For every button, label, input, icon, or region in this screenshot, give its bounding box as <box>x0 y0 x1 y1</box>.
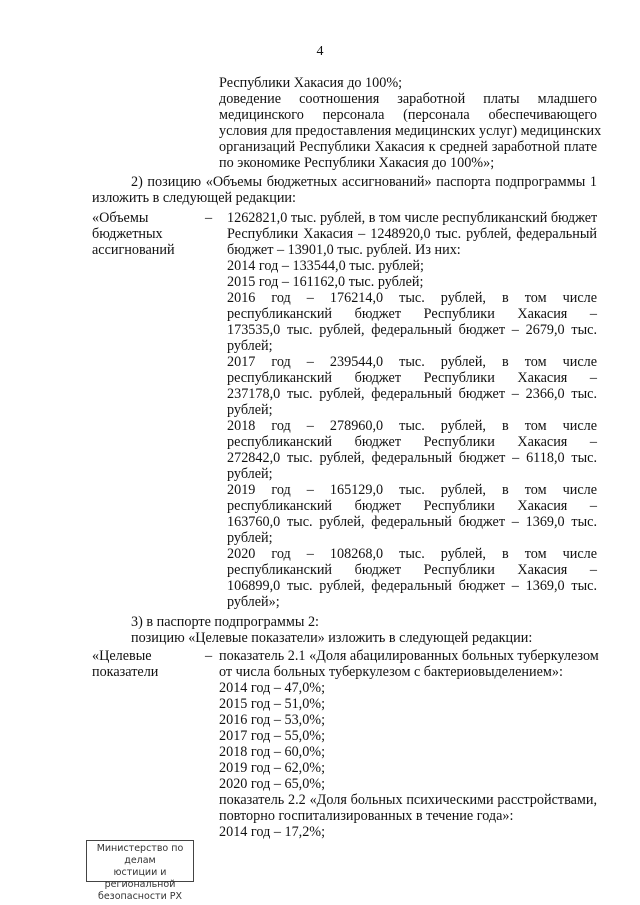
intro-line: организаций Республики Хакасия к средней заработной плате <box>219 139 597 155</box>
budget-line: 2014 год – 133544,0 тыс. рублей; <box>227 258 424 274</box>
budget-line: 106899,0 тыс. рублей, федеральный бюджет – 1369,0 тыс. <box>227 578 597 594</box>
indicator-line: 2017 год – 55,0%; <box>219 728 326 744</box>
item2-line: 2) позицию «Объемы бюджетных ассигнований» паспорта подпрограммы 1 <box>131 174 597 190</box>
indicator-line: от числа больных туберкулезом с бактериовыделением»: <box>219 664 563 680</box>
indicator-line: 2016 год – 53,0%; <box>219 712 326 728</box>
indicator-line: повторно госпитализированных в течение года»: <box>219 808 514 824</box>
dash-separator: – <box>205 648 213 664</box>
stamp-line: Министерство по делам <box>96 843 184 866</box>
indicator-line: показатель 2.2 «Доля больных психическими расстройствами, <box>219 792 597 808</box>
page-number: 4 <box>316 44 324 59</box>
budget-line: республиканский бюджет Республики Хакасия – <box>227 306 597 322</box>
budget-line: республиканский бюджет Республики Хакасия – <box>227 562 597 578</box>
budget-line: 2016 год – 176214,0 тыс. рублей, в том числе <box>227 290 597 306</box>
stamp-line: юстиции и региональной <box>104 867 176 890</box>
budget-line: 2017 год – 239544,0 тыс. рублей, в том числе <box>227 354 597 370</box>
budget-line: 1262821,0 тыс. рублей, в том числе республиканский бюджет <box>227 210 598 226</box>
ministry-stamp <box>86 840 194 902</box>
budget-line: 173535,0 тыс. рублей, федеральный бюджет – 2679,0 тыс. <box>227 322 597 338</box>
indicator-line: 2018 год – 60,0%; <box>219 744 326 760</box>
indicator-line: 2014 год – 17,2%; <box>219 824 326 840</box>
budget-line: бюджет – 13901,0 тыс. рублей. Из них: <box>227 242 461 258</box>
budget-line: 2018 год – 278960,0 тыс. рублей, в том числе <box>227 418 597 434</box>
item2-line: изложить в следующей редакции: <box>92 190 296 206</box>
indicator-line: 2014 год – 47,0%; <box>219 680 326 696</box>
budget-line: рублей; <box>227 338 273 354</box>
intro-line: Республики Хакасия до 100%; <box>219 75 403 91</box>
budget-line: Республики Хакасия – 1248920,0 тыс. рублей, федеральный <box>227 226 597 242</box>
intro-line: медицинского персонала (персонала обеспечивающего <box>219 107 597 123</box>
indicator-line: 2020 год – 65,0%; <box>219 776 326 792</box>
budget-line: рублей»; <box>227 594 280 610</box>
item3-line: 3) в паспорте подпрограммы 2: <box>131 614 319 630</box>
stamp-line: безопасности РХ <box>97 891 183 902</box>
budget-line: рублей; <box>227 402 273 418</box>
intro-line: по экономике Республики Хакасия до 100%»; <box>219 155 495 171</box>
left-label: ассигнований <box>92 242 175 258</box>
indicator-line: 2015 год – 51,0%; <box>219 696 326 712</box>
budget-line: республиканский бюджет Республики Хакасия – <box>227 498 597 514</box>
indicator-line: показатель 2.1 «Доля абацилированных больных туберкулезом <box>219 648 599 664</box>
left-label: показатели <box>92 664 159 680</box>
left-label: бюджетных <box>92 226 163 242</box>
budget-line: рублей; <box>227 530 273 546</box>
dash-separator: – <box>205 210 213 226</box>
indicator-line: 2019 год – 62,0%; <box>219 760 326 776</box>
intro-line: доведение соотношения заработной платы младшего <box>219 91 597 107</box>
left-label: «Целевые <box>92 648 152 664</box>
budget-line: 272842,0 тыс. рублей, федеральный бюджет – 6118,0 тыс. <box>227 450 597 466</box>
budget-line: республиканский бюджет Республики Хакасия – <box>227 434 597 450</box>
budget-line: 2019 год – 165129,0 тыс. рублей, в том числе <box>227 482 597 498</box>
item3-line: позицию «Целевые показатели» изложить в следующей редакции: <box>131 630 533 646</box>
budget-line: 2020 год – 108268,0 тыс. рублей, в том числе <box>227 546 597 562</box>
budget-line: 2015 год – 161162,0 тыс. рублей; <box>227 274 424 290</box>
budget-line: 237178,0 тыс. рублей, федеральный бюджет – 2366,0 тыс. <box>227 386 597 402</box>
left-label: «Объемы <box>92 210 149 226</box>
intro-line: условия для предоставления медицинских услуг) медицинских <box>219 123 602 139</box>
budget-line: республиканский бюджет Республики Хакасия – <box>227 370 597 386</box>
budget-line: рублей; <box>227 466 273 482</box>
budget-line: 163760,0 тыс. рублей, федеральный бюджет – 1369,0 тыс. <box>227 514 597 530</box>
